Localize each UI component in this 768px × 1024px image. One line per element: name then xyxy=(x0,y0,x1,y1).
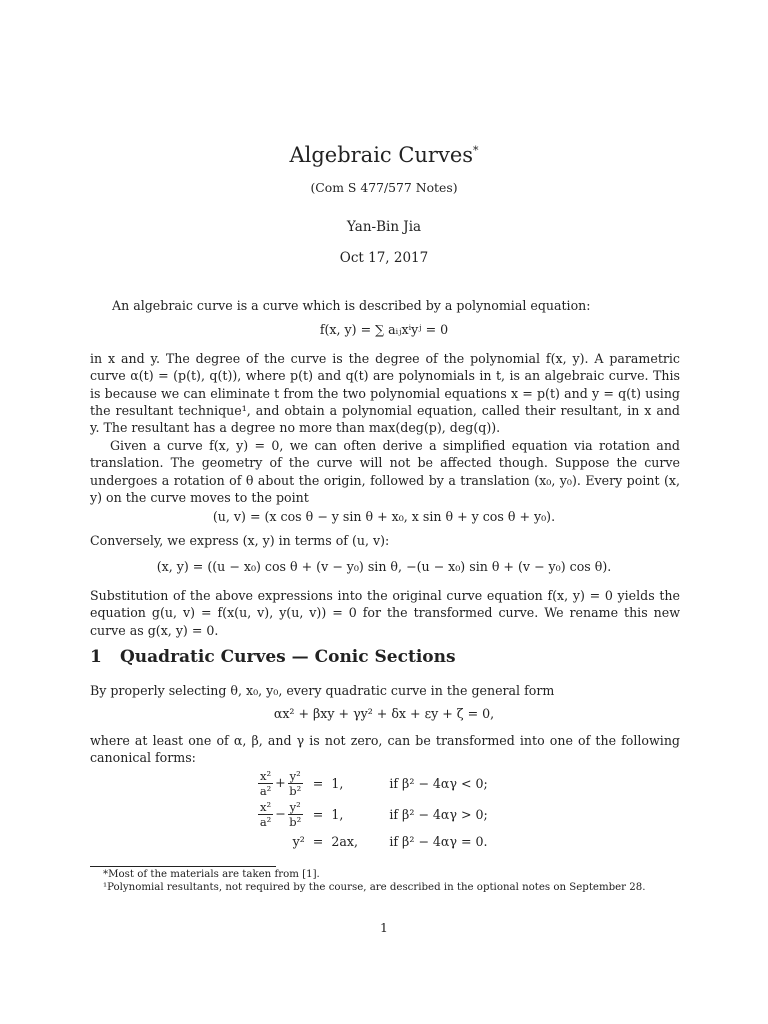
footnote-2: ¹Polynomial resultants, not required by the course, are described in the optional notes on September 28. xyxy=(103,882,646,893)
equation-inverse-transform: (x, y) = ((u − x₀) cos θ + (v − y₀) sin θ, −(u − x₀) sin θ + (v − y₀) cos θ). xyxy=(156,559,612,574)
condition: if β² − 4αγ < 0; xyxy=(389,776,488,791)
author-name: Yan-Bin Jia xyxy=(346,219,422,235)
equation-polynomial: f(x, y) = ∑ aᵢⱼxⁱyʲ = 0 xyxy=(319,322,449,337)
section1-paragraph-1: By properly selecting θ, x₀, y₀, every quadratic curve in the general form xyxy=(90,683,555,698)
canonical-form-parabola: y² = 2ax, if β² − 4αγ = 0. xyxy=(252,830,492,850)
intro-paragraph-4: Conversely, we express (x, y) in terms of (u, v): xyxy=(90,533,390,548)
condition: if β² − 4αγ = 0. xyxy=(389,834,488,849)
title-footnote-mark: * xyxy=(473,144,479,157)
fraction: $\frac{\text{x²}}{\text{a²}}$ xyxy=(259,769,272,798)
footnote-1: *Most of the materials are taken from [1]. xyxy=(103,869,320,880)
intro-paragraph-2: in x and y. The degree of the curve is the degree of the polynomial f(x, y). A parametric curve α(t) = (p(t), q(t)), where p(t) and q(t) are polynomials in t, is an algebraic curve. This is because we can eliminate t from the two polynomial equations x = p(t) and y = q(t) using the resultant technique¹, and obtain a polynomial equation, called their resultant, in x and y. The resultant has a degree no more than max(deg(p), deg(q)). xyxy=(90,351,680,436)
fraction: $\frac{\text{x²}}{\text{a²}}$ xyxy=(259,800,272,829)
canonical-form-ellipse: $\frac{\text{x²}}{\text{a²}}$ + $\frac{\text{y²}}{\text{b²}}$ = 1, if β² − 4αγ < 0; xyxy=(252,768,492,799)
equation-general-quadratic: αx² + βxy + γy² + δx + εy + ζ = 0, xyxy=(273,706,495,721)
intro-paragraph-1: An algebraic curve is a curve which is described by a polynomial equation: xyxy=(112,298,591,313)
condition: if β² − 4αγ > 0; xyxy=(389,807,488,822)
intro-paragraph-3: Given a curve f(x, y) = 0, we can often derive a simplified equation via rotation and translation. The geometry of the curve will not be affected though. Suppose the curve undergoes a rotation of θ about the origin, followed by a translation (x₀, y₀). Every point (x, y) on the curve moves to the point xyxy=(90,438,680,505)
paper-date: Oct 17, 2017 xyxy=(339,250,429,266)
fraction: $\frac{\text{y²}}{\text{b²}}$ xyxy=(289,769,302,798)
paper-subtitle: (Com S 477/577 Notes) xyxy=(310,180,458,195)
section1-paragraph-2: where at least one of α, β, and γ is not zero, can be transformed into one of the following canonical forms: xyxy=(90,733,680,766)
intro-paragraph-5: Substitution of the above expressions into the original curve equation f(x, y) = 0 yields the equation g(u, v) = f(x(u, v), y(u, v)) = 0 for the transformed curve. We rename this new curve as g(x, y) = 0. xyxy=(90,588,680,638)
canonical-forms-table xyxy=(252,768,492,850)
fraction: $\frac{\text{y²}}{\text{b²}}$ xyxy=(289,800,302,829)
paper-title: Algebraic Curves* xyxy=(289,143,479,167)
section-heading: 1 Quadratic Curves — Conic Sections xyxy=(90,647,456,667)
equation-transform: (u, v) = (x cos θ − y sin θ + x₀, x sin θ + y cos θ + y₀). xyxy=(212,509,556,524)
footnote-divider xyxy=(90,866,276,867)
page-number: 1 xyxy=(380,920,388,935)
canonical-form-hyperbola: $\frac{\text{x²}}{\text{a²}}$ − $\frac{\text{y²}}{\text{b²}}$ = 1, if β² − 4αγ > 0; xyxy=(252,799,492,830)
